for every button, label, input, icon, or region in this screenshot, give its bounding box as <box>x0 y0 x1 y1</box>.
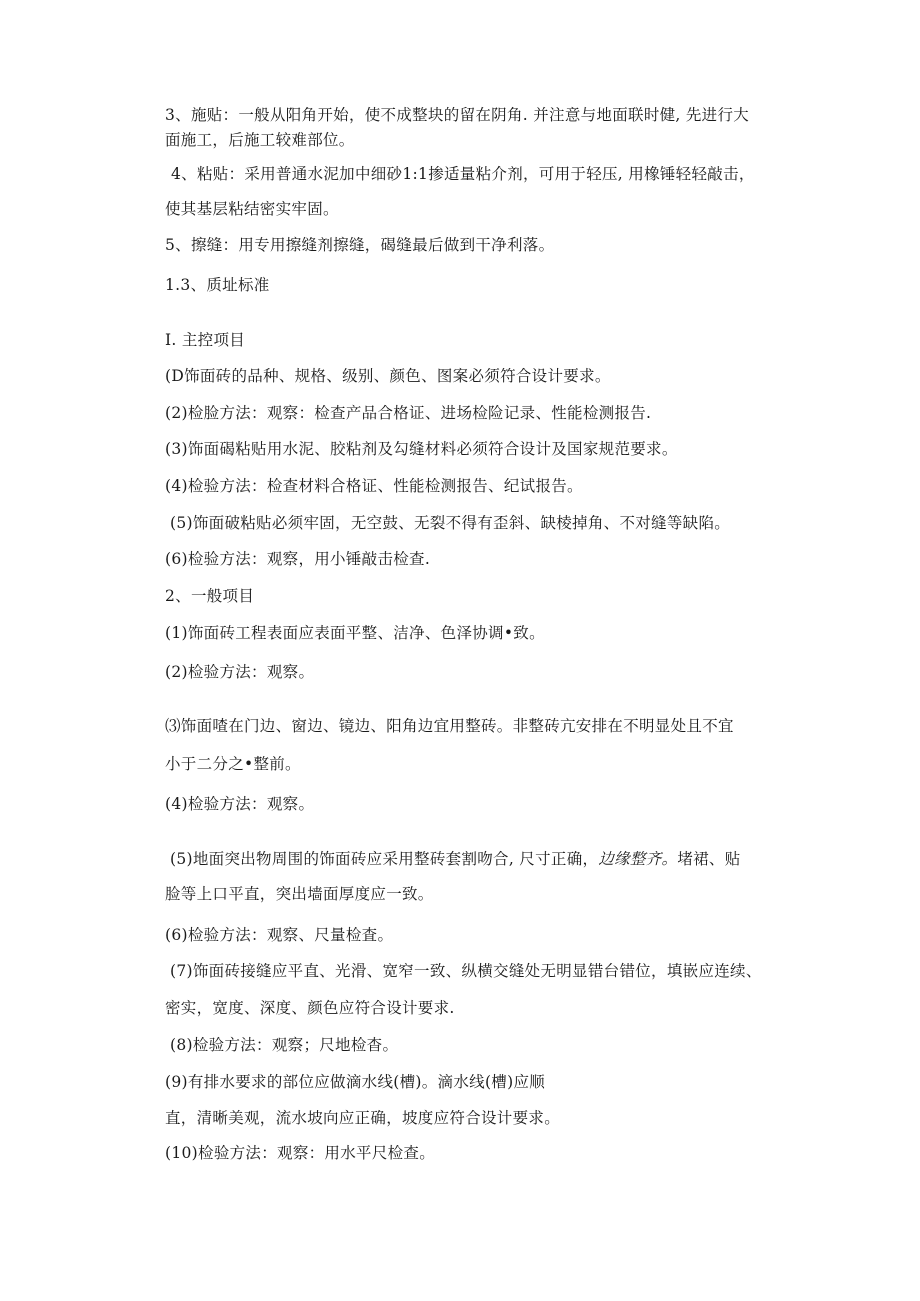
text-line: 密实，宽度、深度、颜色应符合设计要求. <box>165 999 455 1017</box>
text-line: 5、擦缝：用专用擦缝剂擦缝，碣缝最后做到干净利落。 <box>165 236 555 254</box>
subsection-heading: I. 主控项目 <box>165 331 246 349</box>
subsection-heading: 2、一般项目 <box>165 587 255 605</box>
text-line: 脸等上口平直，突出墙面厚度应一致。 <box>165 885 434 903</box>
text-line: (5)饰面破粘贴必须牢固，无空鼓、无裂不得有歪斜、缺棱掉角、不对缝等缺陷。 <box>170 514 731 532</box>
text-line: (10)检验方法：观察：用水平尺检查。 <box>165 1144 436 1162</box>
text-line: (9)有排水要求的部位应做滴水线(槽)。滴水线(槽)应顺 <box>165 1073 546 1091</box>
text-line: (4)检验方法：检查材料合格证、性能检测报告、纪试报告。 <box>165 477 583 495</box>
text-segment: 堵裙、贴 <box>677 850 741 868</box>
text-line: (4)检验方法：观察。 <box>165 795 315 813</box>
text-line <box>170 849 741 869</box>
text-line: (7)饰面砖接缝应平直、光滑、宽窄一致、纵横交缝处无明显错台错位，填嵌应连续、 <box>170 962 762 980</box>
text-line: 直，清晰美观，流水坡向应正确，坡度应符合设计要求。 <box>165 1109 561 1127</box>
text-line: (2)检脸方法：观察：检查产品合格证、进场检险记录、性能检测报告. <box>165 404 652 422</box>
text-line: (3)饰面碣粘贴用水泥、胶粘剂及勾缝材料必须符合设计及国家规范要求。 <box>165 440 678 458</box>
text-line: (2)检验方法：观察。 <box>165 663 315 681</box>
text-line: 4、粘贴：采用普通水泥加中细砂1:1掺适量粘介剂，可用于轻压, 用橡锤轻轻敲击， <box>171 165 755 183</box>
text-line: (6)检验方法：观察，用小锤敲击检查. <box>165 550 431 568</box>
text-line: 使其基层粘结密实牢固。 <box>165 200 339 218</box>
text-line: (6)检验方法：观察、尺量检査。 <box>165 926 394 944</box>
text-line: 小于二分之•整前。 <box>165 755 301 773</box>
text-line: ⑶饰面喳在门边、窗边、镜边、阳角边宜用整砖。非整砖亢安排在不明显处且不宜 <box>165 717 734 735</box>
section-heading: 1.3、质址标准 <box>165 276 270 294</box>
text-line: (8)检验方法：观察；尺地检杳。 <box>170 1036 399 1054</box>
text-line: 面施工，后施工较难部位。 <box>165 131 355 149</box>
text-line: 3、施贴：一般从阳角开始，使不成整块的留在阴角. 并注意与地面联时健, 先进行大 <box>165 106 750 124</box>
text-segment: (5)地面突出物周围的饰面砖应采用整砖套割吻合, 尺寸正确， <box>170 850 599 868</box>
text-line: (D饰面砖的品种、规格、级别、颜色、图案必须符合设计要求。 <box>165 367 611 385</box>
text-line: (1)饰面砖工程表面应表面平整、洁净、色泽协调•致。 <box>165 624 545 642</box>
italic-text-segment: 边缘整齐。 <box>598 850 678 868</box>
